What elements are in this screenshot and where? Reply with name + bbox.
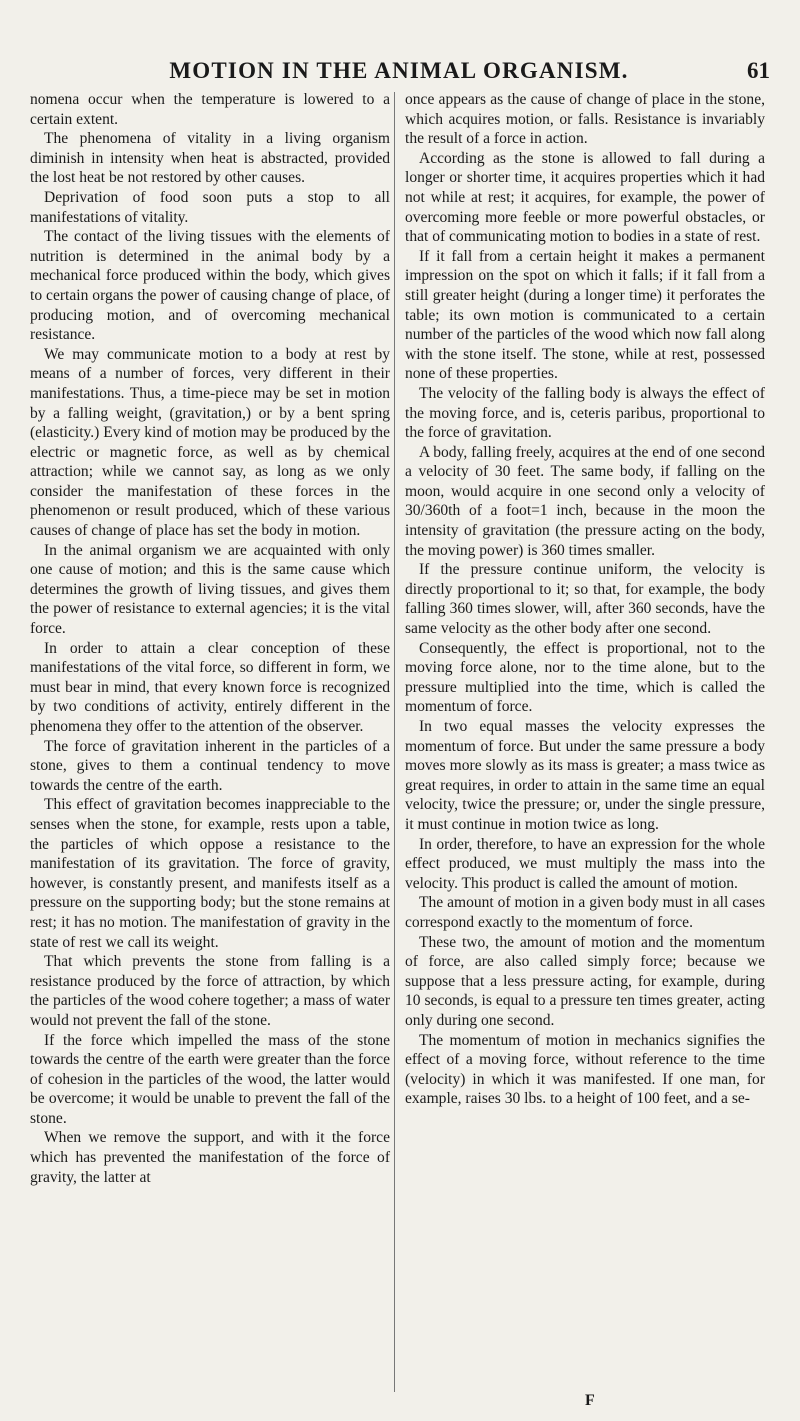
paragraph: In order, therefore, to have an expression for the whole effect produced, we must multiply the mass into the velocity. This product is called the amount of motion. xyxy=(405,835,765,892)
page-header xyxy=(28,58,770,88)
paragraph: A body, falling freely, acquires at the end of one second a velocity of 30 feet. The same body, if falling on the moon, would acquire in one second only a velocity of 30/360th of a foot=1 inch, because in the moon the intensity of gravitation (the pressure acting on the body, the moving power) is 360 times smaller. xyxy=(405,443,765,559)
paragraph: In order to attain a clear conception of these manifestations of the vital force, so different in form, we must bear in mind, that every known force is recognized by two conditions of activity, entirely different in the phenomena they offer to the attention of the observer. xyxy=(30,639,390,735)
paragraph: If it fall from a certain height it makes a permanent impression on the spot on which it falls; if it fall from a still greater height (during a longer time) it perforates the table; its own motion is communicated to a certain number of the particles of the wood which now fall along with the stone itself. The stone, while at rest, possessed none of these properties. xyxy=(405,247,765,383)
paragraph: That which prevents the stone from falling is a resistance produced by the force of attraction, by which the particles of the wood cohere together; a mass of water would not prevent the fall of the stone. xyxy=(30,953,390,1029)
paragraph: This effect of gravitation becomes inappreciable to the senses when the stone, for example, rests upon a table, the particles of which oppose a resistance to the manifestation of its gravitation. The force of gravity, however, is constantly present, and manifests itself as a pressure on the supporting body; but the stone remains at rest; it has no motion. The manifestation of gravity in the state of rest we call its weight. xyxy=(30,796,390,951)
paragraph: If the force which impelled the mass of the stone towards the centre of the earth were greater than the force of cohesion in the particles of the wood, the latter would be overcome; it would be unable to prevent the fall of the stone. xyxy=(30,1031,390,1127)
paragraph: In the animal organism we are acquainted with only one cause of motion; and this is the same cause which determines the growth of living tissues, and gives them the power of resistance to external agencies; it is the vital force. xyxy=(30,541,390,638)
paragraph: The phenomena of vitality in a living organism diminish in intensity when heat is abstracted, provided the lost heat be not restored by other causes. xyxy=(30,130,390,187)
paragraph: once appears as the cause of change of place in the stone, which acquires motion, or falls. Resistance is invariably the result of a force in action. xyxy=(405,91,765,148)
paragraph: The momentum of motion in mechanics signifies the effect of a moving force, without reference to the time (velocity) in which it was manifested. If one man, for example, raises 30 lbs. to a height of 100 feet, and a se- xyxy=(405,1031,765,1108)
paragraph: The force of gravitation inherent in the particles of a stone, gives to them a continual tendency to move towards the centre of the earth. xyxy=(30,737,390,794)
paragraph: When we remove the support, and with it the force which has prevented the manifestation of the force of gravity, the latter at xyxy=(30,1129,390,1186)
left-column xyxy=(30,90,390,1187)
page-number: 61 xyxy=(747,58,770,83)
right-column xyxy=(405,90,765,1109)
paragraph: nomena occur when the temperature is lowered to a certain extent. xyxy=(30,91,390,128)
paragraph: If the pressure continue uniform, the velocity is directly proportional to it; so that, for example, the body falling 360 times slower, will, after 360 seconds, have the same velocity as the other body after one second. xyxy=(405,561,765,638)
paragraph: These two, the amount of motion and the momentum of force, are also called simply force; because we suppose that a less pressure acting, for example, during 10 seconds, is equal to a pressure ten times greater, acting only during one second. xyxy=(405,933,765,1029)
paragraph: The velocity of the falling body is always the effect of the moving force, and is, ceteris paribus, proportional to the force of gravitation. xyxy=(405,384,765,442)
paragraph: We may communicate motion to a body at rest by means of a number of forces, very different in their manifestations. Thus, a time-piece may be set in motion by a falling weight, (gravitation,) or by a bent spring (elasticity.) Every kind of motion may be produced by the electric or magnetic force, as well as by chemical attraction; while we cannot say, as long as we only consider the manifestation of these forces in the phenomenon or result produced, which of these various causes of change of place has set the body in motion. xyxy=(30,345,390,540)
paragraph: The amount of motion in a given body must in all cases correspond exactly to the momentum of force. xyxy=(405,894,765,931)
paragraph: In two equal masses the velocity expresses the momentum of force. But under the same pressure a body moves more slowly as its mass is greater; a mass twice as great requires, in order to attain in the same time an equal velocity, twice the pressure; or, under the single pressure, it must continue in motion twice as long. xyxy=(405,718,765,833)
running-title: MOTION IN THE ANIMAL ORGANISM. xyxy=(169,58,629,83)
signature-mark: F xyxy=(585,1392,595,1409)
column-divider xyxy=(394,92,395,1392)
paragraph: According as the stone is allowed to fall during a longer or shorter time, it acquires properties which it had not while at rest; it acquires, for example, the power of overcoming more feeble or more powerful obstacles, or that of communicating motion to bodies in a state of rest. xyxy=(405,149,765,246)
paragraph: Deprivation of food soon puts a stop to all manifestations of vitality. xyxy=(30,188,390,226)
paragraph: Consequently, the effect is proportional, not to the moving force alone, nor to the time alone, but to the pressure multiplied into the time, which is called the momentum of force. xyxy=(405,639,765,716)
paragraph: The contact of the living tissues with the elements of nutrition is determined in the animal body by a mechanical force produced within the body, which gives to certain organs the power of causing change of place, of producing motion, and of overcoming mechanical resistance. xyxy=(30,228,390,344)
